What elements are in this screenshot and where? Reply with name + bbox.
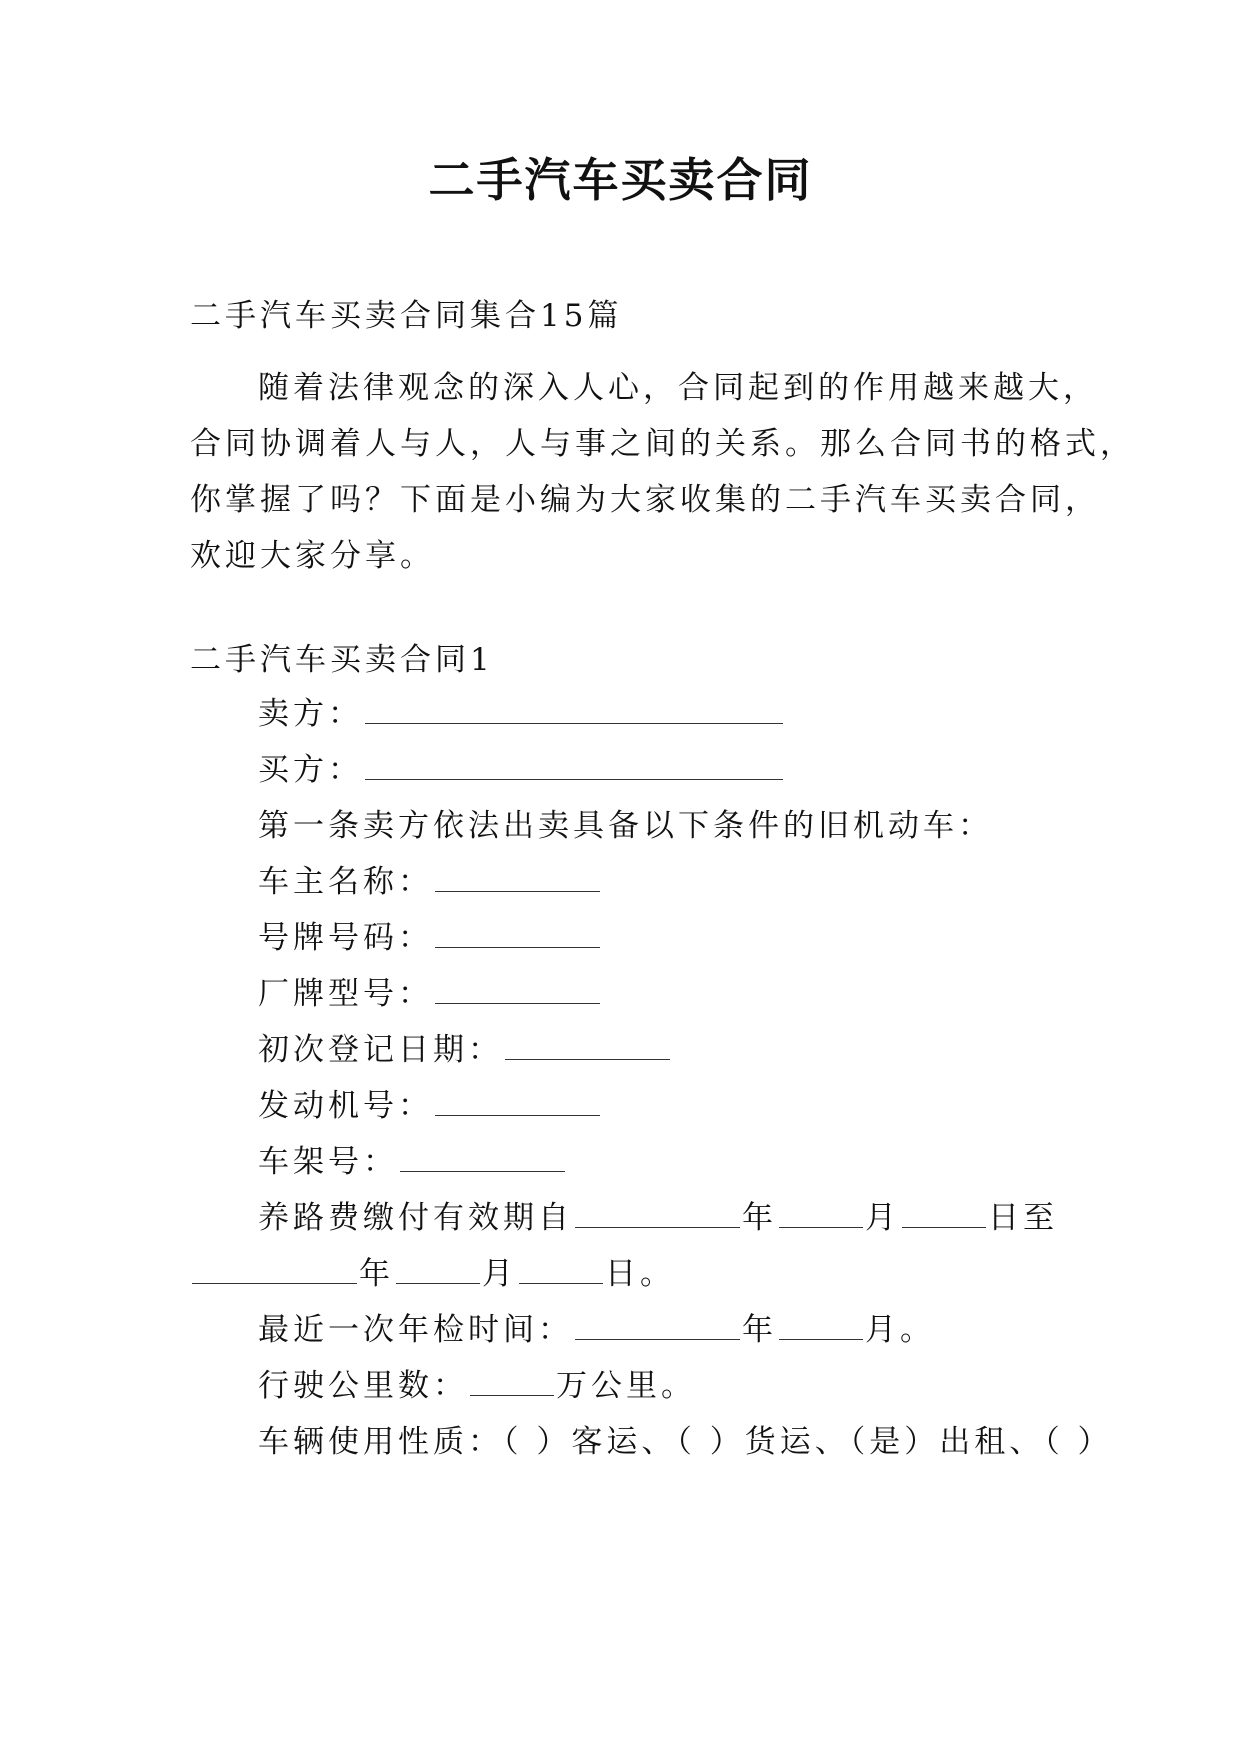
seller-label: 卖方：: [258, 696, 363, 732]
road-fee-month-label: 月: [865, 1200, 900, 1236]
engine-label: 发动机号：: [258, 1088, 433, 1124]
buyer-label: 买方：: [258, 752, 363, 788]
model-line: [258, 974, 602, 1014]
reg-date-line: [258, 1030, 672, 1070]
plate-label: 号牌号码：: [258, 920, 433, 956]
mileage-unit: 万公里。: [556, 1368, 696, 1404]
road-fee-end-month-label: 月: [482, 1256, 517, 1292]
intro-line-1: 随着法律观念的深入人心，合同起到的作用越来越大，: [258, 370, 1098, 406]
reg-date-blank: [505, 1033, 670, 1060]
intro-line-3: 你掌握了吗？下面是小编为大家收集的二手汽车买卖合同，: [190, 482, 1100, 518]
road-fee-prefix: 养路费缴付有效期自: [258, 1200, 573, 1236]
road-fee-line-2: [190, 1254, 675, 1294]
frame-line: [258, 1142, 567, 1182]
plate-blank: [435, 921, 600, 948]
frame-label: 车架号：: [258, 1144, 398, 1180]
road-fee-month-blank: [779, 1201, 863, 1228]
road-fee-day-end: 日。: [605, 1256, 675, 1292]
inspection-month-blank: [779, 1313, 863, 1340]
mileage-label: 行驶公里数：: [258, 1368, 468, 1404]
road-fee-end-year-label: 年: [359, 1256, 394, 1292]
document-title: 二手汽车买卖合同: [428, 153, 813, 207]
inspection-year-blank: [575, 1313, 740, 1340]
road-fee-year-blank: [575, 1201, 740, 1228]
model-blank: [435, 977, 600, 1004]
inspection-year-label: 年: [742, 1312, 777, 1348]
frame-blank: [400, 1145, 565, 1172]
engine-blank: [435, 1089, 600, 1116]
road-fee-day-to: 日至: [988, 1200, 1058, 1236]
inspection-line: [258, 1310, 935, 1350]
engine-line: [258, 1086, 602, 1126]
plate-line: [258, 918, 602, 958]
inspection-month-end: 月。: [865, 1312, 935, 1348]
intro-line-4: 欢迎大家分享。: [190, 538, 435, 574]
model-label: 厂牌型号：: [258, 976, 433, 1012]
seller-blank: [365, 697, 783, 724]
reg-date-label: 初次登记日期：: [258, 1032, 503, 1068]
owner-blank: [435, 865, 600, 892]
owner-line: [258, 862, 602, 902]
road-fee-end-day-blank: [519, 1257, 603, 1284]
road-fee-day-blank: [902, 1201, 986, 1228]
section-heading: 二手汽车买卖合同1: [190, 642, 494, 678]
road-fee-end-month-blank: [396, 1257, 480, 1284]
seller-line: [258, 694, 785, 734]
road-fee-year-label: 年: [742, 1200, 777, 1236]
article-1: 第一条卖方依法出卖具备以下条件的旧机动车：: [258, 808, 993, 844]
document-subtitle: 二手汽车买卖合同集合15篇: [190, 298, 623, 334]
mileage-line: [258, 1366, 696, 1406]
mileage-blank: [470, 1369, 554, 1396]
inspection-label: 最近一次年检时间：: [258, 1312, 573, 1348]
road-fee-line: [258, 1198, 1058, 1238]
road-fee-end-year-blank: [192, 1257, 357, 1284]
buyer-line: [258, 750, 785, 790]
buyer-blank: [365, 753, 783, 780]
intro-line-2: 合同协调着人与人，人与事之间的关系。那么合同书的格式，: [190, 426, 1135, 462]
usage-line: 车辆使用性质：（ ）客运、（ ）货运、（是）出租、（ ）: [258, 1424, 1113, 1460]
owner-label: 车主名称：: [258, 864, 433, 900]
